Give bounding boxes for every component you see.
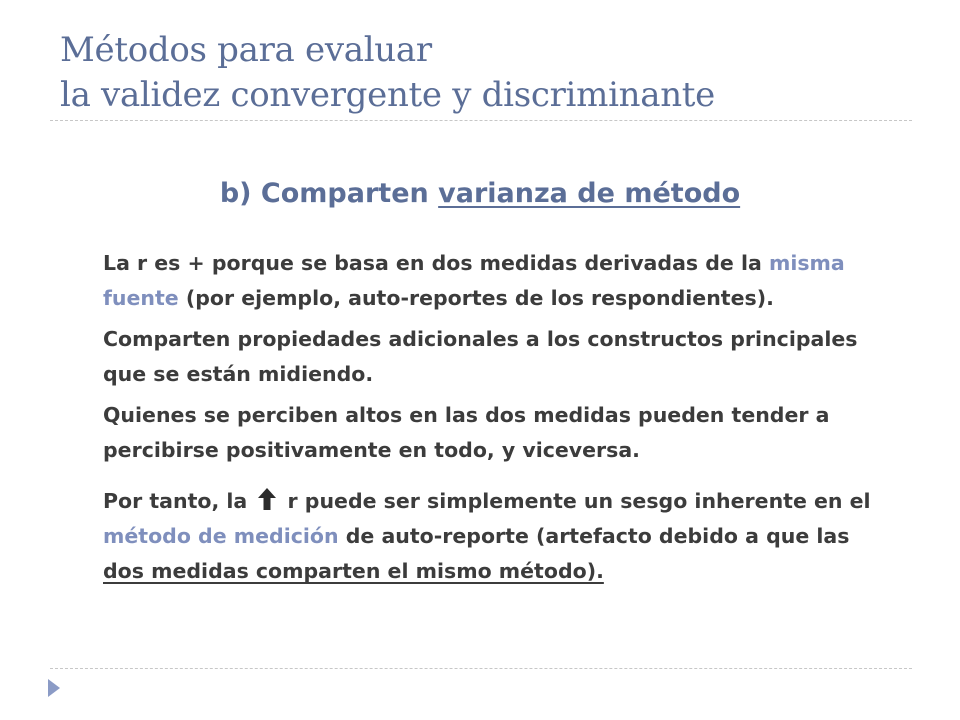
subtitle-prefix: b) Comparten (219, 178, 439, 209)
bottom-divider (50, 668, 912, 669)
subtitle-underlined: varianza de método (438, 178, 741, 209)
slide-title-line-1: Métodos para evaluar (60, 30, 432, 70)
triangle-bullet-icon (48, 679, 60, 697)
paragraph-4-text-b: r puede ser simplemente un sesgo inherente en el (280, 489, 871, 513)
paragraph-4-underlined: dos medidas comparten el mismo método). (103, 559, 604, 583)
slide-title-line-2: la validez convergente y discriminante (60, 75, 715, 115)
paragraph-4-text-a: Por tanto, la (103, 489, 255, 513)
slide-title (60, 28, 920, 118)
paragraph-1-text-b: (por ejemplo, auto-reportes de los respondientes). (178, 286, 774, 310)
slide-body (103, 246, 883, 589)
paragraph-3: Quienes se perciben altos en las dos medidas pueden tender a percibirse positivamente en todo, y viceversa. (103, 403, 830, 462)
paragraph-4-text-c: de auto-reporte (artefacto debido a que las (338, 524, 850, 548)
top-divider (50, 120, 912, 121)
paragraph-4 (103, 484, 883, 589)
up-arrow-icon (258, 488, 276, 510)
paragraph-1 (103, 246, 883, 316)
paragraph-1-text-a: La r es + porque se basa en dos medidas derivadas de la (103, 251, 769, 275)
paragraph-1-highlight: misma fuente (103, 251, 845, 310)
paragraph-4-highlight: método de medición (103, 524, 339, 548)
paragraph-2: Comparten propiedades adicionales a los constructos principales que se están midiendo. (103, 327, 858, 386)
slide-subtitle (0, 178, 960, 209)
